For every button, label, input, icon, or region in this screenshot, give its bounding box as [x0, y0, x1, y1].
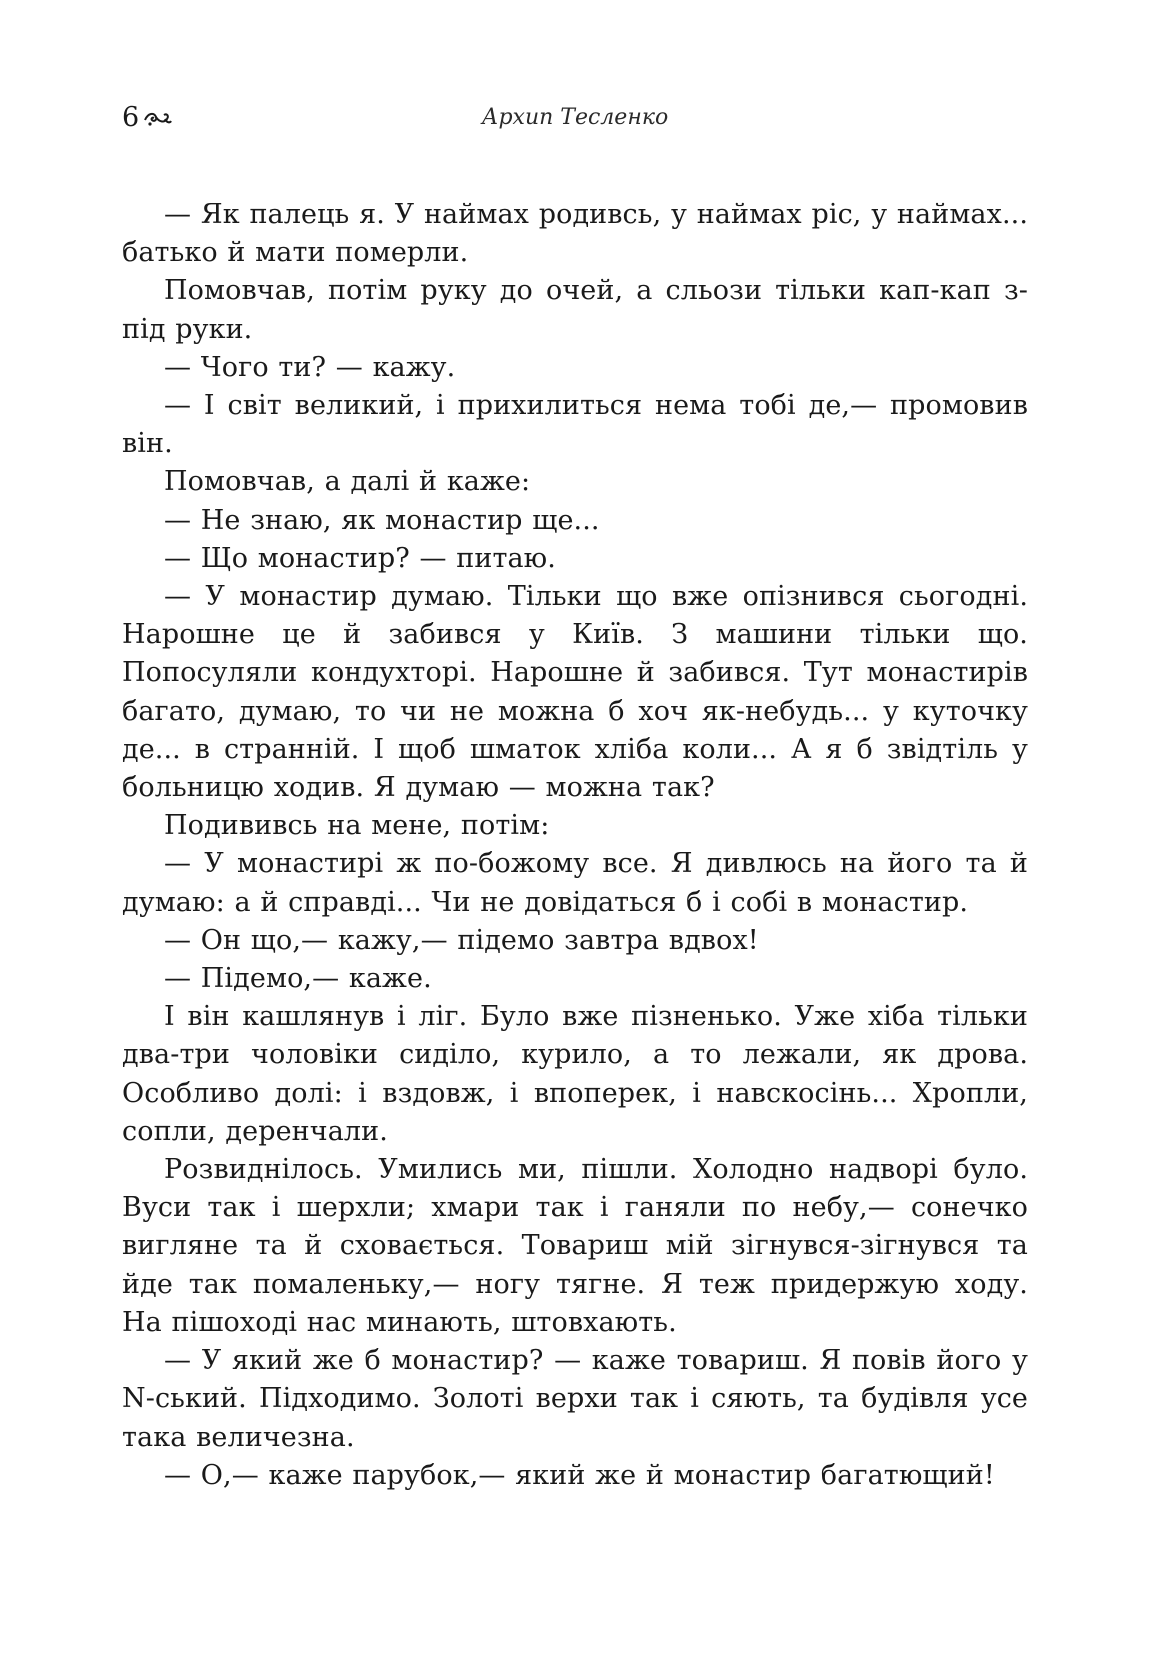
paragraph: Помовчав, а далі й каже:: [164, 466, 531, 498]
paragraph: І він кашлянув і ліг. Було вже пізненько. Уже хіба тільки два-три чоловіки сиділо, курило, а то лежали, як дрова. Особливо долі: і вздовж, і впоперек, і навскосінь... Хропли, сопли, деренчали.: [122, 1001, 1028, 1147]
paragraph: — О,— каже парубок,— який же й монастир багатющий!: [164, 1459, 995, 1491]
paragraph: — У монастирі ж по-божому все. Я дивлюсь на його та й думаю: а й справді... Чи не довідаться б і собі в монастир.: [122, 848, 1028, 918]
running-head: [122, 98, 1028, 138]
running-title: Архип Тесленко: [481, 105, 669, 130]
paragraph: — І світ великий, і прихилиться нема тобі де,— промовив він.: [122, 390, 1028, 460]
paragraph: — У монастир думаю. Тільки що вже опізнився сьогодні. Нарошне це й забився у Київ. З машини тільки що. Попосуляли кондухторі. Нарошне й забився. Тут монастирів багато, думаю, то чи не можна б хоч як-небудь... у куточку де... в странній. І щоб шматок хліба коли... А я б звідтіль у больницю ходив. Я думаю — можна так?: [122, 581, 1028, 804]
paragraph: — Як палець я. У наймах родивсь, у наймах ріс, у наймах... батько й мати померли.: [122, 199, 1028, 269]
paragraph: — У який же б монастир? — каже товариш. Я повів його у N-ський. Підходимо. Золоті верхи так і сяють, та будівля усе така величезна.: [122, 1345, 1028, 1453]
paragraph: Помовчав, потім руку до очей, а сльози тільки кап-кап з-під руки.: [122, 275, 1028, 345]
paragraph: — Он що,— кажу,— підемо завтра вдвох!: [164, 924, 759, 956]
paragraph: — Що монастир? — питаю.: [164, 542, 556, 574]
paragraph: Розвиднілось. Умились ми, пішли. Холодно надворі було. Вуси так і шерхли; хмари так і ганяли по небу,— сонечко вигляне та й сховається. Товариш мій зігнувся-зігнувся та йде так помаленьку,— ногу тягне. Я теж придержую ходу. На пішоході нас минають, штовхають.: [122, 1154, 1028, 1338]
paragraph: Подививсь на мене, потім:: [164, 810, 550, 842]
text-body: [122, 196, 1028, 1495]
paragraph: — Підемо,— каже.: [164, 963, 432, 995]
paragraph: — Чого ти? — кажу.: [164, 351, 456, 383]
paragraph: — Не знаю, як монастир ще...: [164, 504, 600, 536]
page-number: 6: [122, 102, 140, 133]
